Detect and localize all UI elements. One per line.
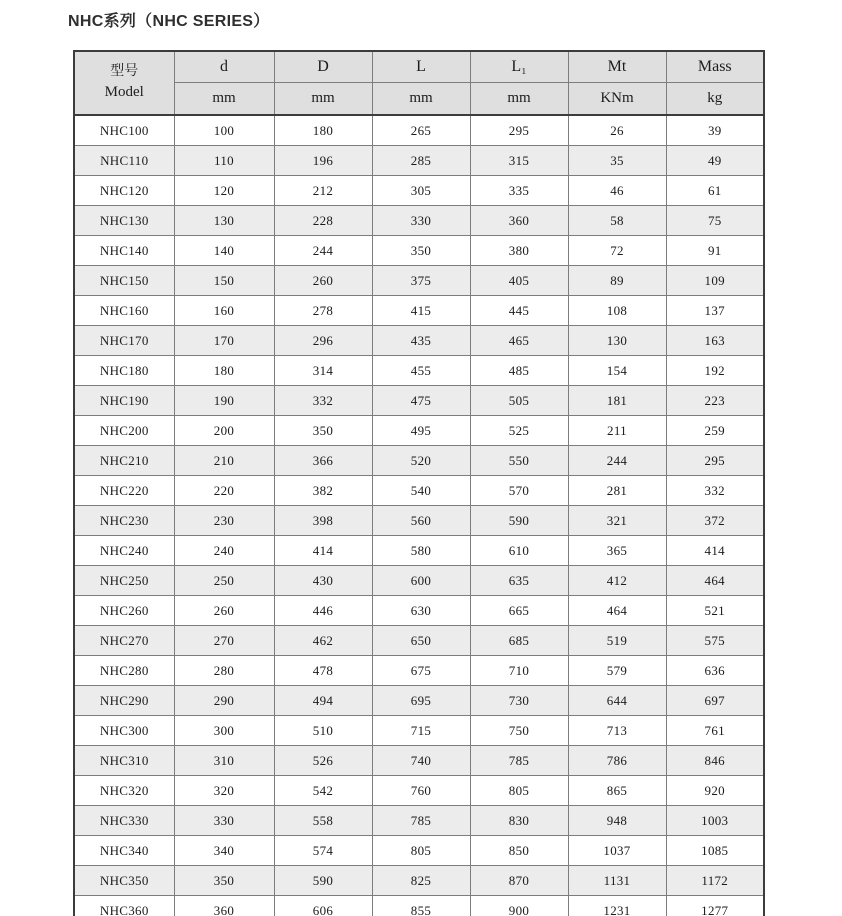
cell-mass: 521 [666,596,764,626]
table-row [74,266,764,296]
cell-d: 170 [174,326,274,356]
cell-mt: 281 [568,476,666,506]
cell-d: 140 [174,236,274,266]
cell-mt: 72 [568,236,666,266]
cell-d-cap: 398 [274,506,372,536]
cell-model: NHC100 [74,115,174,146]
cell-l1: 830 [470,806,568,836]
nhc-series-spec-table [73,50,765,916]
table-row [74,476,764,506]
cell-l: 825 [372,866,470,896]
cell-l1: 805 [470,776,568,806]
table-row [74,386,764,416]
cell-d-cap: 350 [274,416,372,446]
cell-l: 855 [372,896,470,916]
cell-l1: 485 [470,356,568,386]
cell-d: 350 [174,866,274,896]
cell-mass: 259 [666,416,764,446]
cell-mass: 1085 [666,836,764,866]
cell-l: 630 [372,596,470,626]
cell-l1: 570 [470,476,568,506]
cell-model: NHC180 [74,356,174,386]
cell-d: 200 [174,416,274,446]
table-row [74,596,764,626]
cell-l: 285 [372,146,470,176]
cell-d: 160 [174,296,274,326]
cell-l1: 750 [470,716,568,746]
cell-l: 495 [372,416,470,446]
header-model-cn: 型号 [110,63,139,79]
cell-d: 100 [174,115,274,146]
cell-d: 120 [174,176,274,206]
header-unit-mt: KNm [568,83,666,116]
cell-l1: 445 [470,296,568,326]
cell-mt: 321 [568,506,666,536]
cell-d-cap: 228 [274,206,372,236]
cell-model: NHC110 [74,146,174,176]
cell-d: 260 [174,596,274,626]
cell-l: 305 [372,176,470,206]
cell-l: 785 [372,806,470,836]
cell-mt: 154 [568,356,666,386]
cell-l1: 525 [470,416,568,446]
cell-d: 320 [174,776,274,806]
cell-d-cap: 382 [274,476,372,506]
table-header [74,51,764,115]
cell-mt: 464 [568,596,666,626]
page-title: NHC系列（NHC SERIES） [68,13,270,30]
cell-l1: 710 [470,656,568,686]
cell-l: 435 [372,326,470,356]
cell-mt: 1037 [568,836,666,866]
cell-mass: 1277 [666,896,764,916]
cell-d-cap: 462 [274,626,372,656]
header-unit-l1: mm [470,83,568,116]
cell-d: 180 [174,356,274,386]
cell-l: 330 [372,206,470,236]
cell-mt: 46 [568,176,666,206]
cell-l: 375 [372,266,470,296]
header-model [74,51,174,115]
cell-l1: 900 [470,896,568,916]
cell-l1: 730 [470,686,568,716]
table-row [74,686,764,716]
table-row [74,836,764,866]
cell-mt: 108 [568,296,666,326]
table-row [74,866,764,896]
cell-mt: 412 [568,566,666,596]
table-row [74,536,764,566]
cell-l: 475 [372,386,470,416]
cell-mt: 579 [568,656,666,686]
cell-mass: 761 [666,716,764,746]
cell-mt: 1231 [568,896,666,916]
cell-mt: 644 [568,686,666,716]
cell-d-cap: 278 [274,296,372,326]
cell-l1: 360 [470,206,568,236]
cell-mass: 192 [666,356,764,386]
cell-model: NHC320 [74,776,174,806]
cell-l: 740 [372,746,470,776]
cell-d-cap: 296 [274,326,372,356]
cell-l1: 685 [470,626,568,656]
header-dimension-row [74,51,764,83]
cell-d: 130 [174,206,274,236]
cell-d: 240 [174,536,274,566]
cell-l1: 335 [470,176,568,206]
cell-d-cap: 244 [274,236,372,266]
cell-l: 600 [372,566,470,596]
cell-d-cap: 314 [274,356,372,386]
cell-d-cap: 574 [274,836,372,866]
cell-l: 265 [372,115,470,146]
cell-l1: 870 [470,866,568,896]
header-unit-d: mm [174,83,274,116]
cell-model: NHC200 [74,416,174,446]
cell-d-cap: 414 [274,536,372,566]
cell-mass: 61 [666,176,764,206]
cell-d-cap: 606 [274,896,372,916]
cell-mass: 223 [666,386,764,416]
header-col-mass: Mass [666,51,764,83]
cell-d: 290 [174,686,274,716]
table-row [74,746,764,776]
cell-l1: 610 [470,536,568,566]
cell-d-cap: 430 [274,566,372,596]
cell-mass: 575 [666,626,764,656]
header-unit-l: mm [372,83,470,116]
cell-l1: 590 [470,506,568,536]
cell-d-cap: 526 [274,746,372,776]
cell-mt: 1131 [568,866,666,896]
cell-d: 220 [174,476,274,506]
cell-mt: 365 [568,536,666,566]
cell-mass: 1003 [666,806,764,836]
cell-d-cap: 446 [274,596,372,626]
table-row [74,206,764,236]
cell-l: 695 [372,686,470,716]
cell-model: NHC280 [74,656,174,686]
cell-d: 230 [174,506,274,536]
cell-l: 455 [372,356,470,386]
cell-d: 250 [174,566,274,596]
cell-l1: 785 [470,746,568,776]
cell-l1: 315 [470,146,568,176]
cell-d: 310 [174,746,274,776]
cell-d-cap: 366 [274,446,372,476]
header-model-en: Model [104,84,144,101]
cell-mt: 865 [568,776,666,806]
table-row [74,656,764,686]
table-row [74,326,764,356]
cell-l: 520 [372,446,470,476]
cell-d-cap: 558 [274,806,372,836]
cell-mass: 464 [666,566,764,596]
cell-l1: 635 [470,566,568,596]
table-row [74,176,764,206]
cell-model: NHC210 [74,446,174,476]
cell-d-cap: 590 [274,866,372,896]
cell-d: 300 [174,716,274,746]
header-col-d: d [174,51,274,83]
cell-d: 280 [174,656,274,686]
cell-model: NHC120 [74,176,174,206]
cell-l: 415 [372,296,470,326]
cell-d-cap: 542 [274,776,372,806]
cell-mass: 295 [666,446,764,476]
cell-d-cap: 332 [274,386,372,416]
header-col-mt: Mt [568,51,666,83]
table-row [74,626,764,656]
cell-model: NHC220 [74,476,174,506]
cell-d-cap: 212 [274,176,372,206]
cell-mass: 49 [666,146,764,176]
table-row [74,236,764,266]
cell-mt: 948 [568,806,666,836]
cell-l1: 665 [470,596,568,626]
cell-mt: 26 [568,115,666,146]
cell-mt: 181 [568,386,666,416]
cell-model: NHC330 [74,806,174,836]
cell-mass: 75 [666,206,764,236]
header-unit-mass: kg [666,83,764,116]
table-row [74,776,764,806]
cell-model: NHC250 [74,566,174,596]
cell-model: NHC150 [74,266,174,296]
cell-mt: 89 [568,266,666,296]
cell-model: NHC270 [74,626,174,656]
cell-l1: 405 [470,266,568,296]
cell-l: 350 [372,236,470,266]
cell-l: 675 [372,656,470,686]
cell-model: NHC140 [74,236,174,266]
cell-d: 270 [174,626,274,656]
cell-d: 210 [174,446,274,476]
cell-mass: 920 [666,776,764,806]
cell-mt: 786 [568,746,666,776]
cell-mt: 244 [568,446,666,476]
cell-d-cap: 260 [274,266,372,296]
table-row [74,506,764,536]
cell-model: NHC240 [74,536,174,566]
cell-model: NHC310 [74,746,174,776]
cell-mass: 39 [666,115,764,146]
cell-model: NHC350 [74,866,174,896]
cell-d: 330 [174,806,274,836]
cell-mt: 58 [568,206,666,236]
cell-mass: 372 [666,506,764,536]
cell-model: NHC300 [74,716,174,746]
cell-model: NHC170 [74,326,174,356]
table-row [74,566,764,596]
table-row [74,115,764,146]
cell-l: 650 [372,626,470,656]
table-row [74,296,764,326]
cell-l: 805 [372,836,470,866]
cell-l1: 850 [470,836,568,866]
cell-l1: 380 [470,236,568,266]
cell-model: NHC160 [74,296,174,326]
cell-mass: 163 [666,326,764,356]
cell-mass: 137 [666,296,764,326]
cell-mass: 109 [666,266,764,296]
cell-mt: 519 [568,626,666,656]
header-col-l1: L₁ [470,51,568,83]
cell-d: 110 [174,146,274,176]
cell-model: NHC130 [74,206,174,236]
cell-mt: 211 [568,416,666,446]
table-row [74,146,764,176]
cell-model: NHC340 [74,836,174,866]
cell-mt: 713 [568,716,666,746]
cell-d-cap: 180 [274,115,372,146]
cell-mass: 332 [666,476,764,506]
cell-l1: 465 [470,326,568,356]
cell-d: 150 [174,266,274,296]
cell-d: 190 [174,386,274,416]
cell-mass: 91 [666,236,764,266]
table-row [74,806,764,836]
cell-mass: 1172 [666,866,764,896]
table-row [74,716,764,746]
cell-l: 760 [372,776,470,806]
cell-mass: 636 [666,656,764,686]
table-body [74,115,764,916]
table-row [74,446,764,476]
cell-d-cap: 494 [274,686,372,716]
cell-l1: 505 [470,386,568,416]
cell-d: 360 [174,896,274,916]
cell-model: NHC260 [74,596,174,626]
cell-mt: 35 [568,146,666,176]
cell-mass: 697 [666,686,764,716]
header-unit-d-cap: mm [274,83,372,116]
cell-model: NHC290 [74,686,174,716]
cell-l: 715 [372,716,470,746]
cell-model: NHC190 [74,386,174,416]
cell-d: 340 [174,836,274,866]
cell-l1: 295 [470,115,568,146]
cell-l: 560 [372,506,470,536]
table-row [74,356,764,386]
cell-l: 580 [372,536,470,566]
table-row [74,896,764,916]
cell-mass: 414 [666,536,764,566]
header-col-d-cap: D [274,51,372,83]
cell-d-cap: 510 [274,716,372,746]
cell-model: NHC360 [74,896,174,916]
cell-mt: 130 [568,326,666,356]
cell-mass: 846 [666,746,764,776]
cell-d-cap: 478 [274,656,372,686]
cell-d-cap: 196 [274,146,372,176]
table-row [74,416,764,446]
header-unit-row [74,83,764,116]
cell-l: 540 [372,476,470,506]
cell-l1: 550 [470,446,568,476]
cell-model: NHC230 [74,506,174,536]
header-col-l: L [372,51,470,83]
